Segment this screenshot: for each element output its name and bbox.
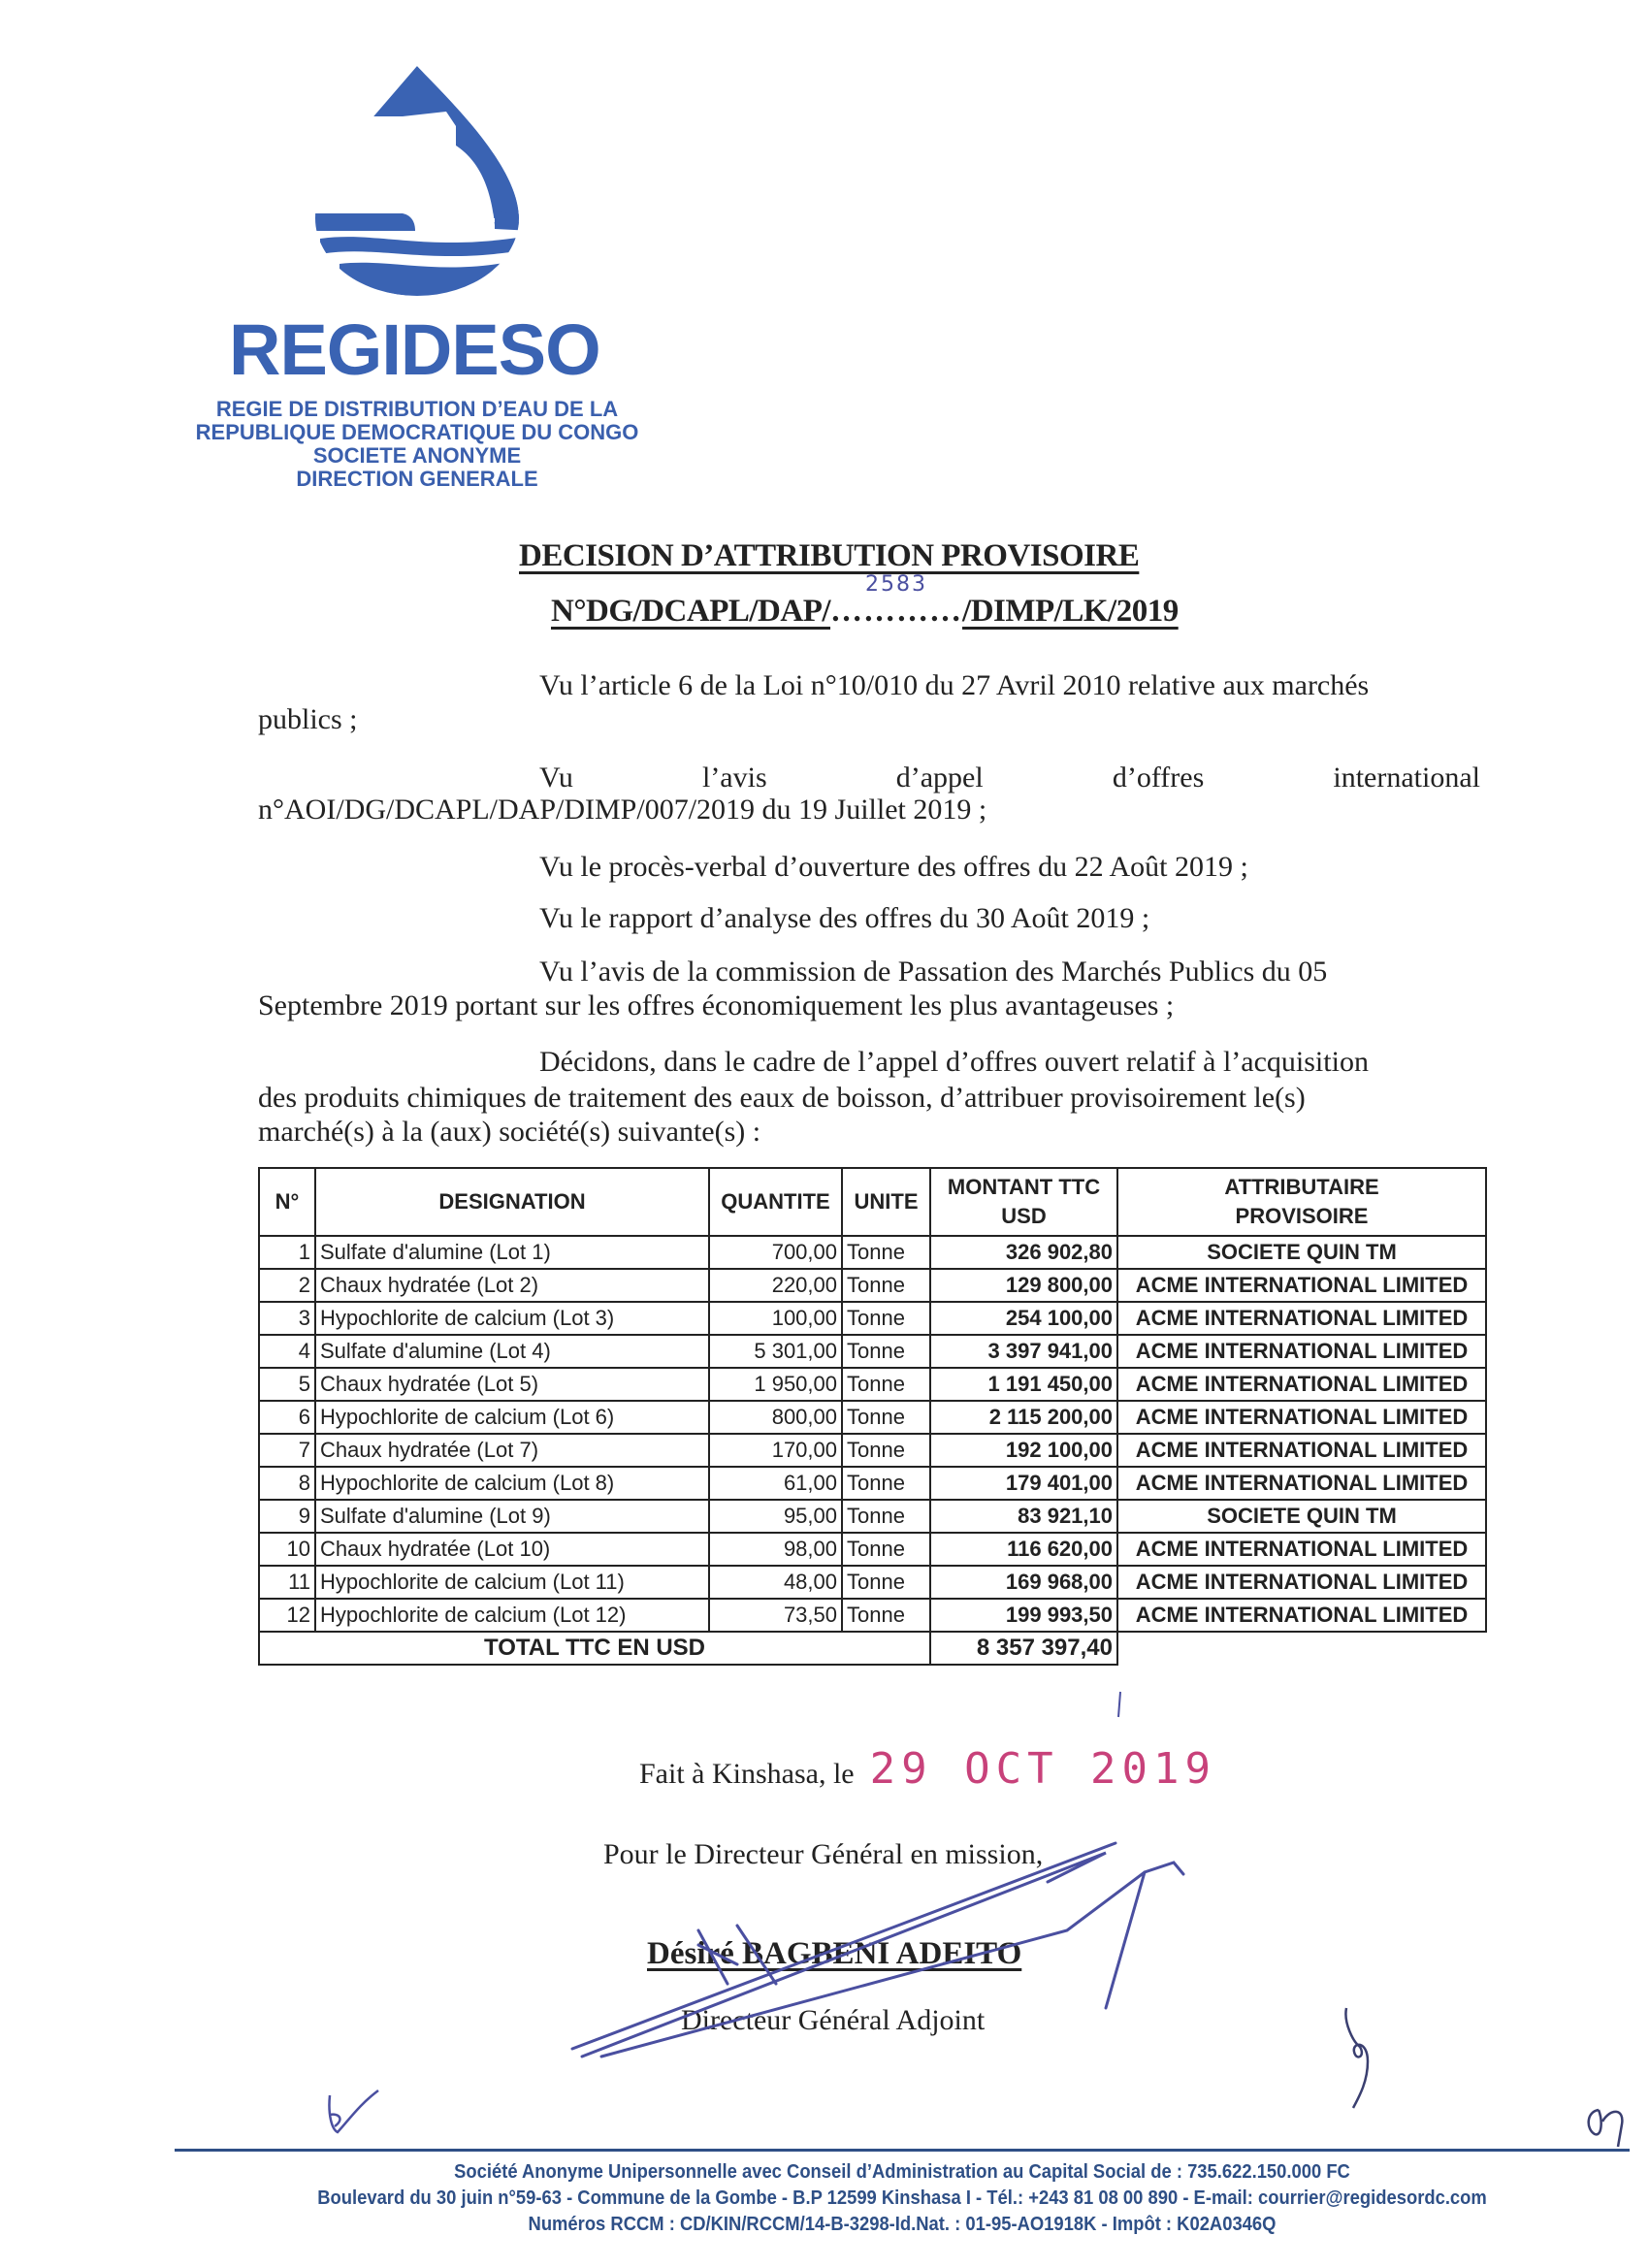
row-number: 7 (259, 1434, 315, 1467)
amount-cell: 254 100,00 (930, 1302, 1117, 1335)
footer-line: Boulevard du 30 juin n°59-63 - Commune de la Gombe - B.P 12599 Kinshasa I - Tél.: +243 81 08 00 890 - E-mail: courrier@regidesordc.com (317, 2187, 1487, 2209)
row-number: 3 (259, 1302, 315, 1335)
amount-cell: 179 401,00 (930, 1467, 1117, 1500)
paragraph-line: Décidons, dans le cadre de l’appel d’offres ouvert relatif à l’acquisition (539, 1046, 1369, 1078)
paragraph-line: n°AOI/DG/DCAPL/DAP/DIMP/007/2019 du 19 Juillet 2019 ; (258, 794, 987, 826)
header-awardee (1117, 1168, 1486, 1236)
quantity-cell: 61,00 (709, 1467, 842, 1500)
tick-mark-icon (1111, 1690, 1130, 1719)
date-stamp: 29 OCT 2019 (869, 1744, 1217, 1794)
table-row (259, 1302, 1486, 1335)
awardee-cell: ACME INTERNATIONAL LIMITED (1117, 1599, 1486, 1632)
row-number: 1 (259, 1236, 315, 1269)
quantity-cell: 73,50 (709, 1599, 842, 1632)
brand-name: REGIDESO (229, 309, 600, 390)
number-leader (830, 572, 963, 630)
row-number: 5 (259, 1368, 315, 1401)
signer-title: Directeur Général Adjoint (681, 2004, 986, 2036)
table-row (259, 1434, 1486, 1467)
unit-cell: Tonne (842, 1269, 930, 1302)
designation-cell: Sulfate d'alumine (Lot 4) (315, 1335, 709, 1368)
awardee-cell: ACME INTERNATIONAL LIMITED (1117, 1467, 1486, 1500)
signature-icon (543, 1814, 1242, 2066)
total-row (259, 1632, 1486, 1665)
table-header-row (259, 1168, 1486, 1236)
quantity-cell: 100,00 (709, 1302, 842, 1335)
table-row (259, 1269, 1486, 1302)
awardee-cell: ACME INTERNATIONAL LIMITED (1117, 1368, 1486, 1401)
table-row (259, 1566, 1486, 1599)
paragraph-line: Vu le rapport d’analyse des offres du 30 Août 2019 ; (539, 902, 1150, 934)
place-date-line (639, 1744, 1216, 1794)
header-amount-line: USD (1001, 1204, 1047, 1228)
header-unit: UNITE (842, 1168, 930, 1236)
row-number: 6 (259, 1401, 315, 1434)
row-number: 8 (259, 1467, 315, 1500)
place-label: Fait à Kinshasa, le (639, 1758, 855, 1790)
amount-cell: 116 620,00 (930, 1533, 1117, 1566)
amount-cell: 192 100,00 (930, 1434, 1117, 1467)
regideso-logo-icon (301, 58, 534, 301)
table-row (259, 1599, 1486, 1632)
header-awardee-line: ATTRIBUTAIRE (1224, 1175, 1379, 1199)
blank-cell (1117, 1632, 1486, 1665)
award-table (258, 1167, 1487, 1666)
amount-cell: 1 191 450,00 (930, 1368, 1117, 1401)
document-number (551, 572, 1179, 630)
designation-cell: Chaux hydratée (Lot 2) (315, 1269, 709, 1302)
initials-icon (1339, 2003, 1377, 2110)
amount-cell: 199 993,50 (930, 1599, 1117, 1632)
for-director-label: Pour le Directeur Général en mission, (603, 1838, 1044, 1870)
unit-cell: Tonne (842, 1335, 930, 1368)
paragraph-line: Vu le procès-verbal d’ouverture des offres du 22 Août 2019 ; (539, 851, 1248, 883)
quantity-cell: 170,00 (709, 1434, 842, 1467)
amount-cell: 3 397 941,00 (930, 1335, 1117, 1368)
brand-line: SOCIETE ANONYME (312, 443, 522, 468)
header-amount (930, 1168, 1117, 1236)
amount-cell: 83 921,10 (930, 1500, 1117, 1533)
row-number: 4 (259, 1335, 315, 1368)
designation-cell: Chaux hydratée (Lot 5) (315, 1368, 709, 1401)
quantity-cell: 48,00 (709, 1566, 842, 1599)
unit-cell: Tonne (842, 1599, 930, 1632)
amount-cell: 169 968,00 (930, 1566, 1117, 1599)
row-number: 10 (259, 1533, 315, 1566)
paragraph-line: Septembre 2019 portant sur les offres économiquement les plus avantageuses ; (258, 989, 1175, 1021)
paragraph-line: marché(s) à la (aux) société(s) suivante(s) : (258, 1116, 761, 1148)
footer-divider (175, 2149, 1630, 2152)
table-row (259, 1467, 1486, 1500)
table-row (259, 1533, 1486, 1566)
unit-cell: Tonne (842, 1302, 930, 1335)
designation-cell: Sulfate d'alumine (Lot 9) (315, 1500, 709, 1533)
brand-line: REGIE DE DISTRIBUTION D’EAU DE LA (215, 397, 619, 421)
awardee-cell: ACME INTERNATIONAL LIMITED (1117, 1269, 1486, 1302)
unit-cell: Tonne (842, 1467, 930, 1500)
header-designation: DESIGNATION (315, 1168, 709, 1236)
table-row (259, 1335, 1486, 1368)
document-title: DECISION D’ATTRIBUTION PROVISOIRE (519, 538, 1140, 573)
paragraph-line: Vu l’article 6 de la Loi n°10/010 du 27 Avril 2010 relative aux marchés (539, 669, 1370, 701)
brand-line: DIRECTION GENERALE (296, 467, 538, 491)
unit-cell: Tonne (842, 1434, 930, 1467)
awardee-cell: ACME INTERNATIONAL LIMITED (1117, 1566, 1486, 1599)
designation-cell: Sulfate d'alumine (Lot 1) (315, 1236, 709, 1269)
table-row (259, 1236, 1486, 1269)
unit-cell: Tonne (842, 1533, 930, 1566)
designation-cell: Hypochlorite de calcium (Lot 6) (315, 1401, 709, 1434)
table-row (259, 1401, 1486, 1434)
word: international (1333, 761, 1480, 794)
brand-line: REPUBLIQUE DEMOCRATIQUE DU CONGO (195, 420, 639, 444)
footer-line: Numéros RCCM : CD/KIN/RCCM/14-B-3298-Id.Nat. : 01-95-AO1918K - Impôt : K02A0346Q (528, 2214, 1277, 2235)
designation-cell: Hypochlorite de calcium (Lot 8) (315, 1467, 709, 1500)
signer-name: Désiré BAGBENI ADEITO (647, 1936, 1022, 1971)
word: Vu (539, 761, 573, 794)
unit-cell: Tonne (842, 1401, 930, 1434)
unit-cell: Tonne (842, 1236, 930, 1269)
quantity-cell: 800,00 (709, 1401, 842, 1434)
number-suffix: /DIMP/LK/2019 (962, 594, 1179, 629)
row-number: 2 (259, 1269, 315, 1302)
footer-line: Société Anonyme Unipersonnelle avec Conseil d’Administration au Capital Social de : 735.622.150.000 FC (454, 2161, 1350, 2183)
quantity-cell: 5 301,00 (709, 1335, 842, 1368)
designation-cell: Chaux hydratée (Lot 10) (315, 1533, 709, 1566)
amount-cell: 2 115 200,00 (930, 1401, 1117, 1434)
awardee-cell: ACME INTERNATIONAL LIMITED (1117, 1335, 1486, 1368)
paragraph-line: Vu l’avis de la commission de Passation des Marchés Publics du 05 (539, 956, 1328, 988)
amount-cell: 129 800,00 (930, 1269, 1117, 1302)
total-label: TOTAL TTC EN USD (259, 1632, 930, 1665)
designation-cell: Hypochlorite de calcium (Lot 3) (315, 1302, 709, 1335)
number-prefix: N°DG/DCAPL/DAP/ (551, 594, 831, 629)
word: d’appel (895, 761, 984, 794)
amount-cell: 326 902,80 (930, 1236, 1117, 1269)
awardee-cell: SOCIETE QUIN TM (1117, 1236, 1486, 1269)
designation-cell: Chaux hydratée (Lot 7) (315, 1434, 709, 1467)
awardee-cell: ACME INTERNATIONAL LIMITED (1117, 1533, 1486, 1566)
quantity-cell: 220,00 (709, 1269, 842, 1302)
footer (175, 2159, 1630, 2238)
initials-icon (1581, 2100, 1634, 2149)
quantity-cell: 95,00 (709, 1500, 842, 1533)
header-no: N° (259, 1168, 315, 1236)
awardee-cell: ACME INTERNATIONAL LIMITED (1117, 1401, 1486, 1434)
quantity-cell: 700,00 (709, 1236, 842, 1269)
table-row (259, 1500, 1486, 1533)
designation-cell: Hypochlorite de calcium (Lot 11) (315, 1566, 709, 1599)
unit-cell: Tonne (842, 1566, 930, 1599)
header-awardee-line: PROVISOIRE (1235, 1204, 1369, 1228)
awardee-cell: ACME INTERNATIONAL LIMITED (1117, 1434, 1486, 1467)
paragraph-line (539, 761, 1480, 794)
quantity-cell: 1 950,00 (709, 1368, 842, 1401)
designation-cell: Hypochlorite de calcium (Lot 12) (315, 1599, 709, 1632)
initials-icon (320, 2086, 388, 2139)
paragraph-line: publics ; (258, 703, 358, 735)
header-amount-line: MONTANT TTC (947, 1175, 1101, 1199)
paragraph-line: des produits chimiques de traitement des eaux de boisson, d’attribuer provisoirement le(s) (258, 1082, 1306, 1114)
word: l’avis (701, 761, 767, 794)
brand-subtitle (155, 398, 679, 491)
word: d’offres (1112, 761, 1205, 794)
total-amount: 8 357 397,40 (930, 1632, 1117, 1665)
number-dots: ………… (830, 594, 963, 629)
table-row (259, 1368, 1486, 1401)
row-number: 9 (259, 1500, 315, 1533)
awardee-cell: ACME INTERNATIONAL LIMITED (1117, 1302, 1486, 1335)
row-number: 11 (259, 1566, 315, 1599)
row-number: 12 (259, 1599, 315, 1632)
handwritten-number: 2583 (865, 572, 928, 597)
header-quantity: QUANTITE (709, 1168, 842, 1236)
unit-cell: Tonne (842, 1368, 930, 1401)
quantity-cell: 98,00 (709, 1533, 842, 1566)
unit-cell: Tonne (842, 1500, 930, 1533)
awardee-cell: SOCIETE QUIN TM (1117, 1500, 1486, 1533)
